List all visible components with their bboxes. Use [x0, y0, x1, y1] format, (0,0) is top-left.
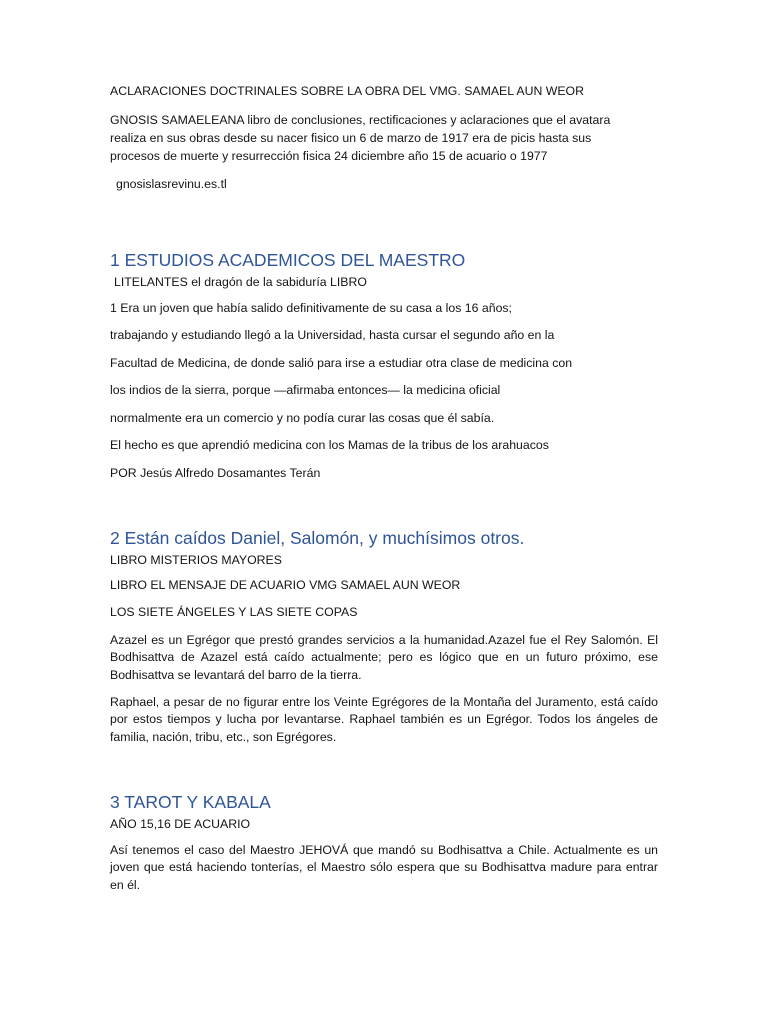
- section3-paragraph-1: Así tenemos el caso del Maestro JEHOVÁ que mandó su Bodhisattva a Chile. Actualmente es un joven que está haciendo tonterías, el Maestro sólo espera que su Bodhisattva madure para entrar en él.: [110, 843, 658, 892]
- section1-author: POR Jesús Alfredo Dosamantes Terán: [110, 466, 321, 480]
- section3-heading: 3 TAROT Y KABALA: [110, 792, 271, 812]
- section1-line-5: normalmente era un comercio y no podía curar las cosas que él sabía.: [110, 411, 495, 425]
- section3-subtitle: AÑO 15,16 DE ACUARIO: [110, 817, 251, 831]
- document-title: ACLARACIONES DOCTRINALES SOBRE LA OBRA DEL VMG. SAMAEL AUN WEOR: [110, 84, 585, 98]
- section2-book-1: LIBRO MISTERIOS MAYORES: [110, 553, 282, 567]
- section2-paragraph-1: Azazel es un Egrégor que prestó grandes servicios a la humanidad.Azazel fue el Rey Salomón. El Bodhisattva de Azazel está caído actualmente; pero es lógico que en un futuro próximo, ese Bodhisattva se levantará del barro de la tierra.: [110, 633, 658, 682]
- intro-line-1: GNOSIS SAMAELEANA libro de conclusiones, rectificaciones y aclaraciones que el avatara: [110, 113, 611, 127]
- section1-line-1: 1 Era un joven que había salido definitivamente de su casa a los 16 años;: [110, 301, 512, 315]
- intro-line-2: realiza en sus obras desde su nacer fisico un 6 de marzo de 1917 era de picis hasta sus: [110, 131, 592, 145]
- section1-line-4: los indios de la sierra, porque —afirmaba entonces— la medicina oficial: [110, 383, 501, 397]
- section1-line-6: El hecho es que aprendió medicina con los Mamas de la tribus de los arahuacos: [110, 438, 549, 452]
- section2-book-2: LIBRO EL MENSAJE DE ACUARIO VMG SAMAEL AUN WEOR: [110, 578, 461, 592]
- section1-line-3: Facultad de Medicina, de donde salió para irse a estudiar otra clase de medicina con: [110, 356, 573, 370]
- intro-line-3: procesos de muerte y resurrección fisica 24 diciembre año 15 de acuario o 1977: [110, 149, 548, 163]
- section1-line-2: trabajando y estudiando llegó a la Universidad, hasta cursar el segundo año en la: [110, 328, 555, 342]
- section2-paragraph-2: Raphael, a pesar de no figurar entre los Veinte Egrégores de la Montaña del Juramento, está caído por estos tiempos y lucha por levantarse. Raphael también es un Egrégor. Todos los ángeles de familia, nación, tribu, etc., son Egrégores.: [110, 695, 658, 744]
- section1-heading: 1 ESTUDIOS ACADEMICOS DEL MAESTRO: [110, 250, 466, 270]
- section1-subtitle: LITELANTES el dragón de la sabiduría LIBRO: [114, 275, 367, 289]
- section2-heading: 2 Están caídos Daniel, Salomón, y muchísimos otros.: [110, 528, 525, 548]
- website-link[interactable]: gnosislasrevinu.es.tl: [116, 177, 227, 191]
- section2-chapter: LOS SIETE ÁNGELES Y LAS SIETE COPAS: [110, 605, 358, 619]
